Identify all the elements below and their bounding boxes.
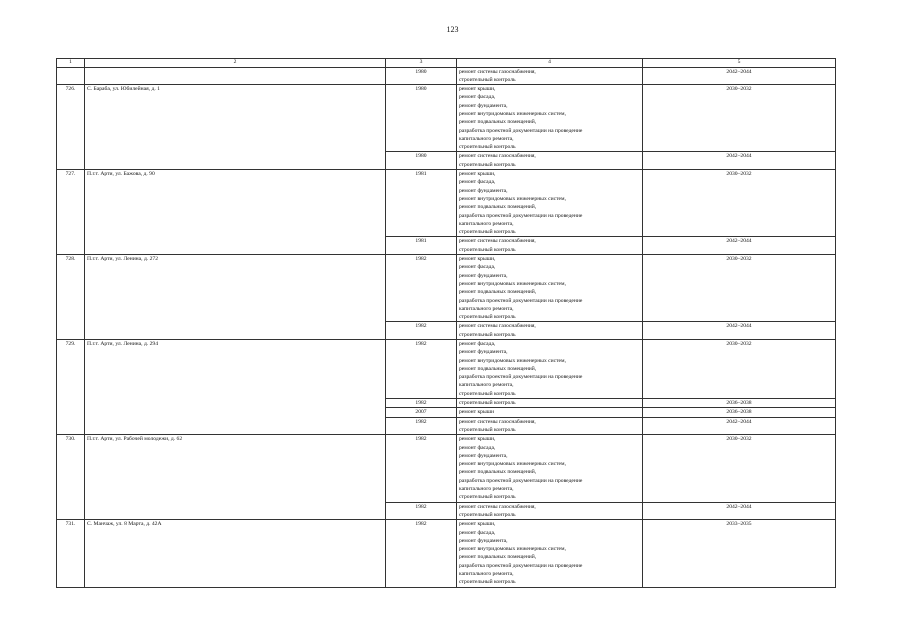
table-row xyxy=(57,340,836,399)
repair-work-item: капитального ремонта, xyxy=(459,135,514,142)
construction-year: 1982 xyxy=(386,340,457,399)
repair-work-item: ремонт системы газоснабжения, xyxy=(459,153,536,160)
repair-work-item: разработка проектной документации на проведение xyxy=(459,212,583,219)
repair-period: 2036–2038 xyxy=(643,408,836,417)
repair-work-item: строительный контроль xyxy=(459,426,516,433)
repair-work-item: строительный контроль xyxy=(459,579,516,586)
repair-work-item: ремонт системы газоснабжения, xyxy=(459,238,536,245)
repair-work-item: ремонт фундамента, xyxy=(459,102,508,109)
repair-works xyxy=(457,399,643,408)
repair-works xyxy=(457,322,643,340)
table-row xyxy=(57,435,836,502)
repair-work-item: ремонт фундамента, xyxy=(459,349,508,356)
repair-work-item: ремонт системы газоснабжения, xyxy=(459,68,536,75)
repair-works xyxy=(457,340,643,399)
repair-period: 2042–2044 xyxy=(643,67,836,85)
repair-period: 2030–2032 xyxy=(643,435,836,502)
repair-work-item: ремонт фундамента, xyxy=(459,187,508,194)
repair-work-item: ремонт фасада, xyxy=(459,264,496,271)
repair-work-item: ремонт крыши, xyxy=(459,86,496,93)
repair-work-item: разработка проектной документации на проведение xyxy=(459,374,583,381)
building-address: П.г.т. Арти, ул. Ленина, д. 272 xyxy=(85,255,386,340)
repair-work-item: ремонт внутридомовых инженерных систем, xyxy=(459,195,566,202)
building-address: С. Манчаж, ул. 8 Марта, д. 42А xyxy=(85,520,386,587)
repair-work-item: разработка проектной документации на проведение xyxy=(459,127,583,134)
row-number xyxy=(57,67,85,85)
row-number: 728. xyxy=(57,255,85,340)
repair-period: 2030–2032 xyxy=(643,340,836,399)
repair-work-item: строительный контроль xyxy=(459,314,516,321)
repair-work-item: ремонт подвальных помещений, xyxy=(459,289,537,296)
construction-year: 1980 xyxy=(386,152,457,170)
table-body xyxy=(57,67,836,587)
page-number: 123 xyxy=(446,25,459,34)
repair-work-item: капитального ремонта, xyxy=(459,220,514,227)
repair-work-item: капитального ремонта, xyxy=(459,382,514,389)
repair-works xyxy=(457,502,643,520)
repair-work-item: ремонт фундамента, xyxy=(459,452,508,459)
row-number: 726. xyxy=(57,85,85,170)
repair-works xyxy=(457,152,643,170)
column-number-row xyxy=(57,59,836,68)
repair-work-item: капитального ремонта, xyxy=(459,305,514,312)
repair-work-item: ремонт подвальных помещений, xyxy=(459,554,537,561)
repair-works xyxy=(457,417,643,435)
repair-work-item: ремонт крыши, xyxy=(459,436,496,443)
repair-work-item: строительный контроль xyxy=(459,246,516,253)
construction-year: 1982 xyxy=(386,520,457,587)
table-row xyxy=(57,520,836,587)
repair-work-item: ремонт системы газоснабжения, xyxy=(459,418,536,425)
repair-work-item: ремонт фасада, xyxy=(459,179,496,186)
building-address xyxy=(85,67,386,85)
repair-work-item: ремонт фасада, xyxy=(459,529,496,536)
column-header-3: 3 xyxy=(386,59,457,68)
repair-work-item: ремонт внутридомовых инженерных систем, xyxy=(459,546,566,553)
construction-year: 1982 xyxy=(386,435,457,502)
repair-work-item: строительный контроль xyxy=(459,144,516,151)
repair-period: 2030–2032 xyxy=(643,255,836,322)
construction-year: 1980 xyxy=(386,85,457,152)
building-address: С. Бараба, ул. Юбилейная, д. 1 xyxy=(85,85,386,170)
repair-work-item: строительный контроль xyxy=(459,390,516,397)
repair-period: 2030–2032 xyxy=(643,170,836,237)
repair-period: 2042–2044 xyxy=(643,417,836,435)
repair-works xyxy=(457,170,643,237)
repair-work-item: ремонт системы газоснабжения, xyxy=(459,323,536,330)
repair-work-item: капитального ремонта, xyxy=(459,486,514,493)
building-address: П.г.т. Арти, ул. Бажова, д. 90 xyxy=(85,170,386,255)
repair-work-item: разработка проектной документации на проведение xyxy=(459,562,583,569)
repair-work-item: ремонт крыши xyxy=(459,409,495,416)
repair-period: 2036–2038 xyxy=(643,399,836,408)
repair-work-item: ремонт подвальных помещений, xyxy=(459,365,537,372)
column-header-2: 2 xyxy=(85,59,386,68)
capital-repair-table xyxy=(56,58,836,588)
construction-year: 1982 xyxy=(386,255,457,322)
row-number: 730. xyxy=(57,435,85,520)
repair-work-item: ремонт фундамента, xyxy=(459,272,508,279)
repair-work-item: ремонт крыши, xyxy=(459,256,496,263)
repair-works xyxy=(457,408,643,417)
repair-works xyxy=(457,435,643,502)
repair-work-item: ремонт внутридомовых инженерных систем, xyxy=(459,110,566,117)
column-header-4: 4 xyxy=(457,59,643,68)
repair-works xyxy=(457,67,643,85)
row-number: 727. xyxy=(57,170,85,255)
table-row xyxy=(57,170,836,237)
construction-year: 1982 xyxy=(386,322,457,340)
repair-work-item: ремонт подвальных помещений, xyxy=(459,119,537,126)
repair-work-item: строительный контроль xyxy=(459,400,516,407)
table-row xyxy=(57,255,836,322)
repair-work-item: строительный контроль xyxy=(459,161,516,168)
repair-period: 2042–2044 xyxy=(643,322,836,340)
row-number: 731. xyxy=(57,520,85,587)
repair-work-item: ремонт фасада, xyxy=(459,341,496,347)
repair-work-item: строительный контроль xyxy=(459,331,516,338)
table-row xyxy=(57,67,836,85)
repair-works xyxy=(457,520,643,587)
repair-work-item: ремонт крыши, xyxy=(459,171,496,178)
repair-works xyxy=(457,255,643,322)
repair-work-item: ремонт фасада, xyxy=(459,94,496,101)
building-address: П.г.т. Арти, ул. Ленина, д. 294 xyxy=(85,340,386,435)
repair-period: 2042–2044 xyxy=(643,237,836,255)
repair-work-item: ремонт внутридомовых инженерных систем, xyxy=(459,461,566,468)
column-header-1: 1 xyxy=(57,59,85,68)
repair-period: 2042–2044 xyxy=(643,152,836,170)
repair-work-item: разработка проектной документации на проведение xyxy=(459,297,583,304)
repair-work-item: ремонт фасада, xyxy=(459,444,496,451)
column-header-5: 5 xyxy=(643,59,836,68)
repair-work-item: ремонт крыши, xyxy=(459,521,496,528)
repair-period: 2030–2032 xyxy=(643,85,836,152)
repair-work-item: капитального ремонта, xyxy=(459,571,514,578)
repair-work-item: строительный контроль xyxy=(459,76,516,83)
repair-work-item: ремонт подвальных помещений, xyxy=(459,469,537,476)
repair-period: 2042–2044 xyxy=(643,502,836,520)
construction-year: 2007 xyxy=(386,408,457,417)
building-address: П.г.т. Арти, ул. Рабочей молодежи, д. 62 xyxy=(85,435,386,520)
repair-work-item: строительный контроль xyxy=(459,511,516,518)
repair-work-item: ремонт подвальных помещений, xyxy=(459,204,537,211)
construction-year: 1982 xyxy=(386,502,457,520)
repair-works xyxy=(457,237,643,255)
repair-work-item: строительный контроль xyxy=(459,229,516,236)
row-number: 729. xyxy=(57,340,85,435)
repair-works xyxy=(457,85,643,152)
repair-work-item: ремонт внутридомовых инженерных систем, xyxy=(459,280,566,287)
construction-year: 1980 xyxy=(386,67,457,85)
repair-work-item: ремонт внутридомовых инженерных систем, xyxy=(459,357,566,364)
construction-year: 1981 xyxy=(386,237,457,255)
construction-year: 1982 xyxy=(386,417,457,435)
repair-work-item: ремонт системы газоснабжения, xyxy=(459,503,536,510)
construction-year: 1982 xyxy=(386,399,457,408)
repair-work-item: строительный контроль xyxy=(459,494,516,501)
repair-work-item: разработка проектной документации на проведение xyxy=(459,477,583,484)
table-row xyxy=(57,85,836,152)
repair-period: 2033–2035 xyxy=(643,520,836,587)
repair-work-item: ремонт фундамента, xyxy=(459,537,508,544)
construction-year: 1981 xyxy=(386,170,457,237)
